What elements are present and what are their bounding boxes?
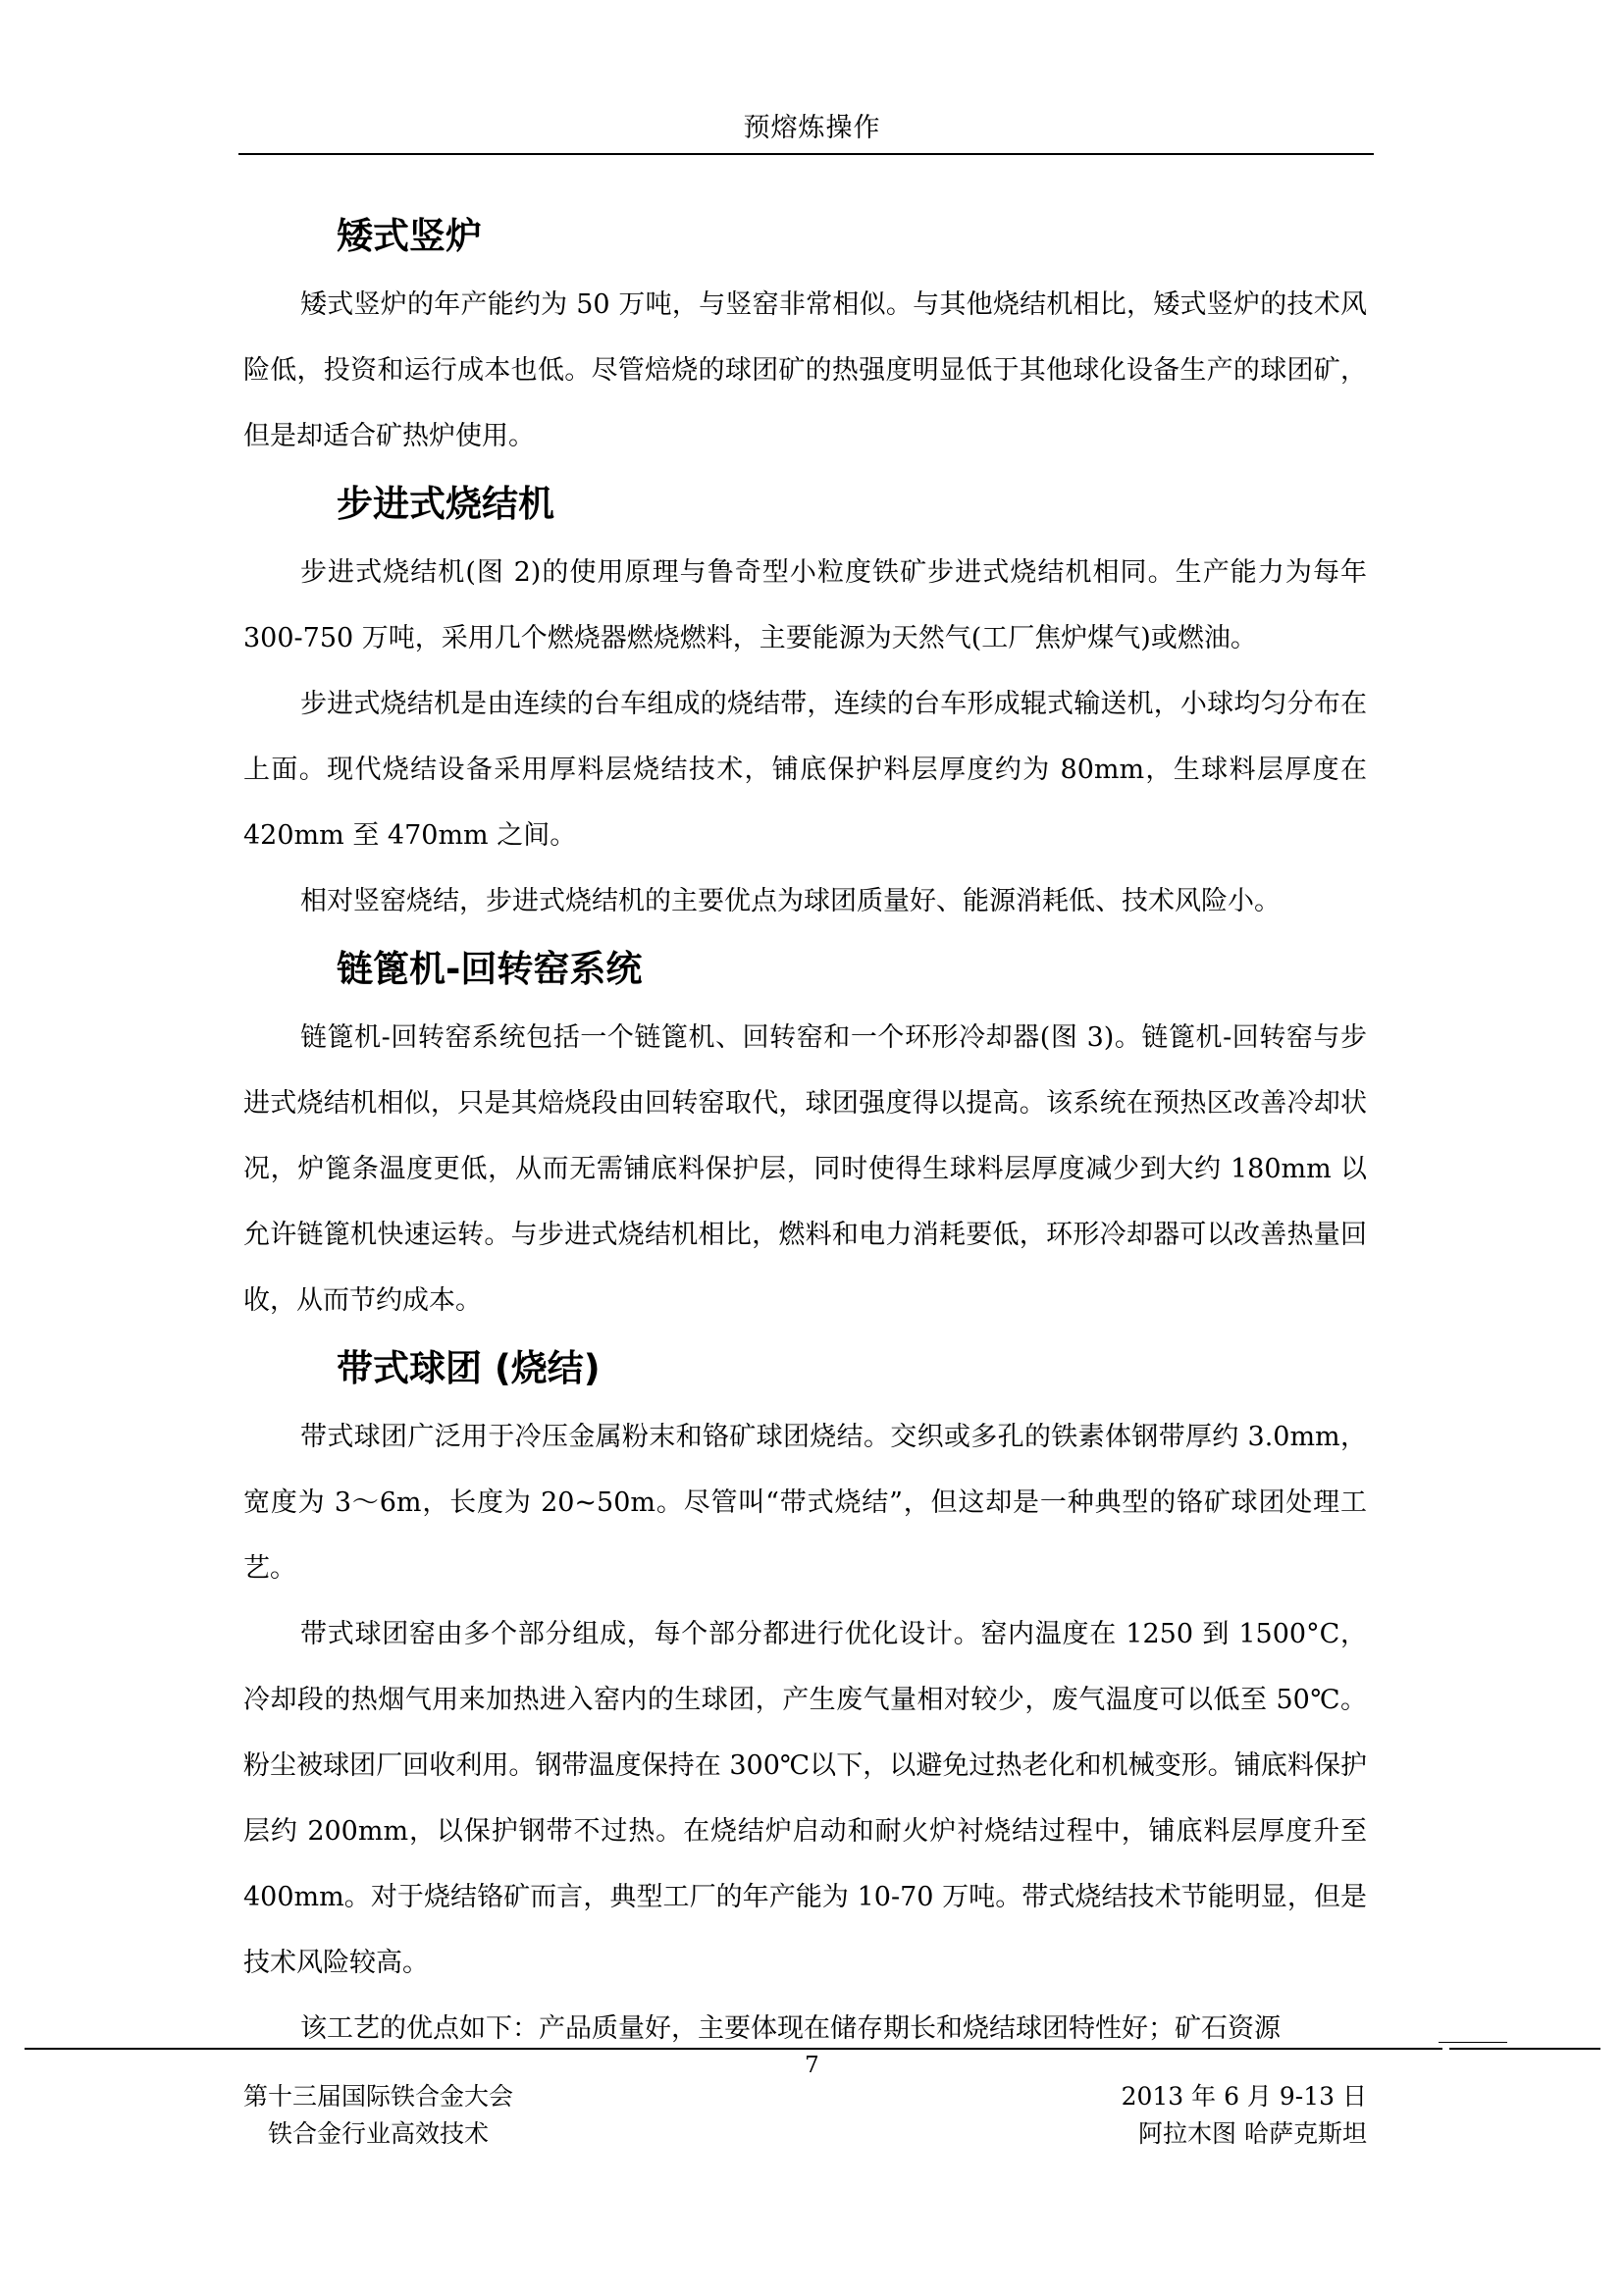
footer-rule-tick — [1439, 2042, 1507, 2043]
paragraph: 相对竖窑烧结，步进式烧结机的主要优点为球团质量好、能源消耗低、技术风险小。 — [300, 886, 1281, 916]
paragraph-continued: 该工艺的优点如下：产品质量好，主要体现在储存期长和烧结球团特性好；矿石资源 — [300, 2013, 1281, 2044]
header-rule — [238, 153, 1374, 155]
running-header: 预熔炼操作 — [743, 113, 881, 143]
paragraph: 带式球团广泛用于冷压金属粉末和铬矿球团烧结。交织或多孔的铁素体钢带厚约 3.0mm，宽度为 3～6m，长度为 20~50m。尽管叫“带式烧结”，但这却是一种典型的铬矿球团处理工艺。 — [243, 1422, 1367, 1584]
footer-rule-right — [1449, 2048, 1600, 2050]
footer-conference-name: 第十三届国际铁合金大会 — [243, 2082, 514, 2111]
section-title-shaft-furnace: 矮式竖炉 — [337, 215, 482, 257]
footer-date-location — [1122, 2078, 1367, 2153]
paragraph: 步进式烧结机是由连续的台车组成的烧结带，连续的台车形成辊式输送机，小球均匀分布在上面。现代烧结设备采用厚料层烧结技术，铺底保护料层厚度约为 80mm，生球料层厚度在 420mm 至 470mm 之间。 — [243, 689, 1367, 851]
paragraph: 步进式烧结机(图 2)的使用原理与鲁奇型小粒度铁矿步进式烧结机相同。生产能力为每年 300-750 万吨，采用几个燃烧器燃烧燃料，主要能源为天然气(工厂焦炉煤气)或燃油。 — [243, 557, 1367, 653]
page-number: 7 — [805, 2053, 819, 2078]
section-title-steel-belt: 带式球团 (烧结) — [337, 1347, 601, 1389]
paragraph: 链篦机-回转窑系统包括一个链篦机、回转窑和一个环形冷却器(图 3)。链篦机-回转窑与步进式烧结机相似，只是其焙烧段由回转窑取代，球团强度得以提高。该系统在预热区改善冷却状况，炉篦条温度更低，从而无需铺底料保护层，同时使得生球料层厚度减少到大约 180mm 以允许链篦机快速运转。与步进式烧结机相比，燃料和电力消耗要低，环形冷却器可以改善热量回收，从而节约成本。 — [243, 1022, 1367, 1316]
page-body — [243, 201, 1367, 2061]
footer-conference-theme: 铁合金行业高效技术 — [268, 2119, 490, 2148]
footer-conference — [243, 2078, 513, 2153]
footer-rule — [25, 2048, 1442, 2050]
footer-date: 2013 年 6 月 9-13 日 — [1121, 2082, 1367, 2111]
paragraph: 矮式竖炉的年产能约为 50 万吨，与竖窑非常相似。与其他烧结机相比，矮式竖炉的技术风险低，投资和运行成本也低。尽管焙烧的球团矿的热强度明显低于其他球化设备生产的球团矿，但是却适合矿热炉使用。 — [243, 289, 1367, 451]
paragraph: 带式球团窑由多个部分组成，每个部分都进行优化设计。窑内温度在 1250 到 1500°C，冷却段的热烟气用来加热进入窑内的生球团，产生废气量相对较少，废气温度可以低至 50℃。粉尘被球团厂回收利用。钢带温度保持在 300℃以下，以避免过热老化和机械变形。铺底料保护层约 200mm，以保护钢带不过热。在烧结炉启动和耐火炉衬烧结过程中，铺底料层厚度升至 400mm。对于烧结铬矿而言，典型工厂的年产能为 10-70 万吨。带式烧结技术节能明显，但是技术风险较高。 — [243, 1619, 1367, 1978]
section-title-grate-kiln: 链篦机-回转窑系统 — [337, 948, 643, 990]
section-title-straight-grate: 步进式烧结机 — [337, 483, 554, 525]
footer-location: 阿拉木图 哈萨克斯坦 — [1138, 2119, 1367, 2148]
